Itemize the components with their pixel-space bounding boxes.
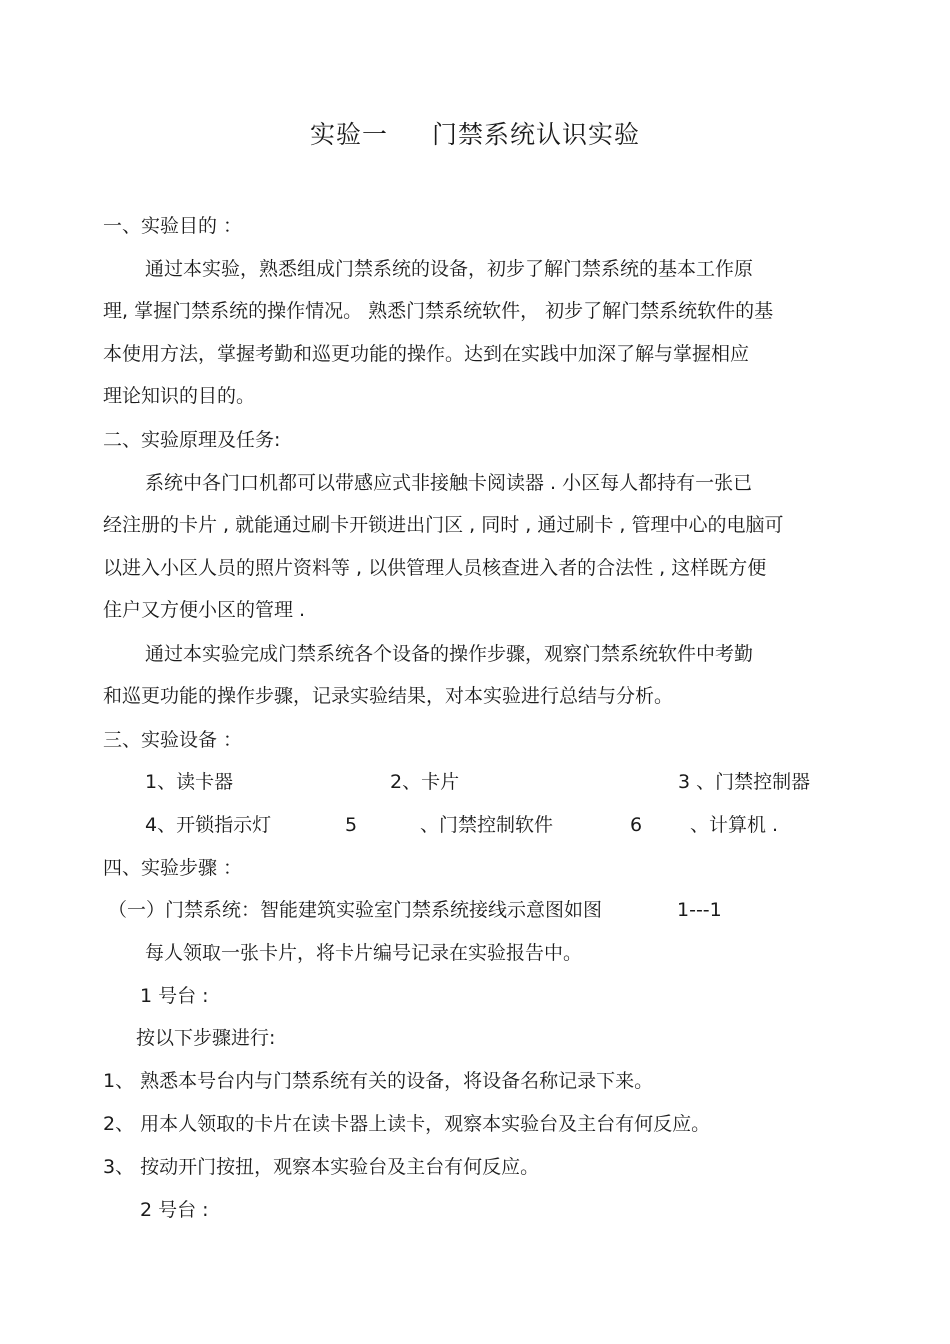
equipment-item-5-label: 、门禁控制软件 — [420, 814, 554, 836]
purpose-line-1: 通过本实验，熟悉组成门禁系统的设备，初步了解门禁系统的基本工作原 — [145, 258, 754, 280]
purpose-line-4: 理论知识的目的。 — [103, 385, 256, 407]
equipment-item-4: 4、开锁指示灯 — [145, 814, 272, 836]
equipment-item-5-number: 5 — [345, 814, 358, 836]
steps-follow: 按以下步骤进行: — [136, 1027, 276, 1049]
station-2-label: 2 号台 : — [140, 1199, 209, 1221]
steps-list-item-3: 3、 按动开门按扭，观察本实验台及主台有何反应。 — [103, 1156, 540, 1178]
equipment-item-6-label: 、计算机 . — [690, 814, 779, 836]
equipment-item-3: 3 、门禁控制器 — [678, 771, 811, 793]
principle-line-6: 和巡更功能的操作步骤，记录实验结果，对本实验进行总结与分析。 — [103, 685, 674, 707]
document-title — [0, 120, 950, 150]
equipment-item-6-number: 6 — [630, 814, 643, 836]
steps-list-item-1: 1、 熟悉本号台内与门禁系统有关的设备，将设备名称记录下来。 — [103, 1070, 654, 1092]
steps-intro: 每人领取一张卡片，将卡片编号记录在实验报告中。 — [145, 942, 583, 964]
principle-line-3: 以进入小区人员的照片资料等 , 以供管理人员核查进入者的合法性 , 这样既方便 — [103, 557, 767, 579]
equipment-item-2: 2、卡片 — [390, 771, 460, 793]
purpose-line-3: 本使用方法，掌握考勤和巡更功能的操作。达到在实践中加深了解与掌握相应 — [103, 343, 750, 365]
principle-line-1: 系统中各门口机都可以带感应式非接触卡阅读器 . 小区每人都持有一张已 — [145, 472, 753, 494]
purpose-line-2: 理, 掌握门禁系统的操作情况。 熟悉门禁系统软件， 初步了解门禁系统软件的基 — [103, 300, 774, 322]
title-part-1: 实验一 — [309, 120, 388, 149]
steps-heading: 四、实验步骤 ： — [103, 857, 243, 879]
principle-line-2: 经注册的卡片 , 就能通过刷卡开锁进出门区 , 同时 , 通过刷卡 , 管理中心的电脑可 — [103, 514, 784, 536]
steps-sub-heading: （一）门禁系统：智能建筑实验室门禁系统接线示意图如图 — [108, 899, 603, 921]
principle-line-5: 通过本实验完成门禁系统各个设备的操作步骤，观察门禁系统软件中考勤 — [145, 643, 754, 665]
principle-heading: 二、实验原理及任务: — [103, 429, 281, 451]
station-1-label: 1 号台 : — [140, 985, 209, 1007]
equipment-item-1: 1、读卡器 — [145, 771, 234, 793]
purpose-heading: 一、实验目的 ： — [103, 215, 243, 237]
equipment-heading: 三、实验设备 ： — [103, 729, 243, 751]
figure-reference: 1---1 — [677, 899, 722, 921]
title-part-2: 门禁系统认识实验 — [432, 120, 641, 149]
principle-line-4: 住户又方便小区的管理 . — [103, 599, 306, 621]
steps-list-item-2: 2、 用本人领取的卡片在读卡器上读卡，观察本实验台及主台有何反应。 — [103, 1113, 711, 1135]
